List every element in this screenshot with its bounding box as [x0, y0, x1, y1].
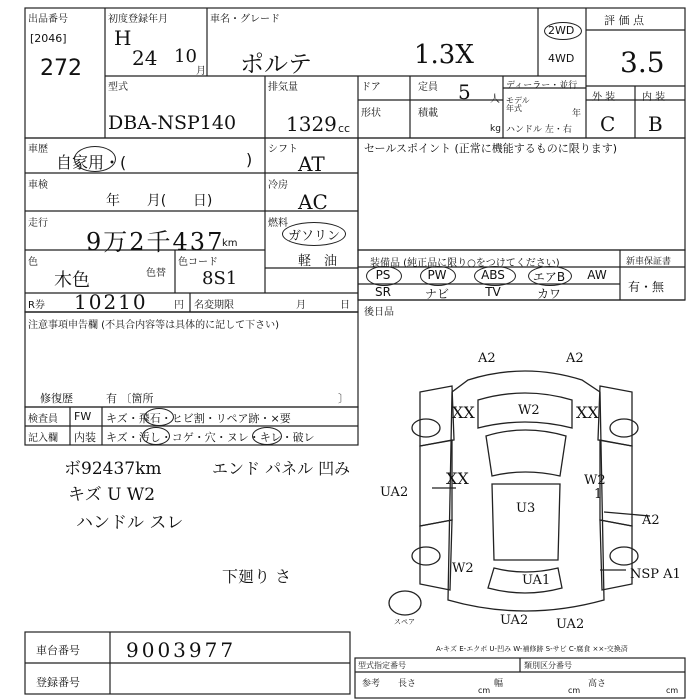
- lot-code: [2046]: [30, 32, 67, 45]
- equip-pw: PW: [427, 268, 447, 282]
- mark-hood-left: A2: [478, 351, 496, 366]
- inspector-row1: キズ・飛石・ヒビ割・リペア跡・×要: [106, 412, 291, 425]
- length-label: 長さ: [398, 679, 417, 689]
- mark-hood-right: A2: [566, 351, 584, 366]
- right-rear-door: [600, 520, 632, 590]
- cc-unit: cc: [338, 122, 351, 135]
- color-label: 色: [28, 257, 38, 268]
- reg-month-unit: 月: [196, 66, 206, 77]
- sales-point-label: セールスポイント (正常に機能するものに限ります): [364, 142, 618, 155]
- car-name: ポルテ: [240, 50, 312, 78]
- name-limit-label: 名変期限: [194, 300, 234, 311]
- spare-label: スペア: [394, 618, 415, 626]
- chassis-label: 車台番号: [36, 644, 80, 657]
- right-rear-wheel: [610, 547, 638, 565]
- handle-label: ハンドル 左・右: [506, 125, 572, 135]
- score-label: 評 価 点: [604, 14, 644, 27]
- damage-legend: A-キズ E-エクボ U-凹み W-補修跡 S-サビ C-腐食 ××-交換済: [436, 645, 628, 653]
- usage-value: 自家用・(: [56, 153, 127, 172]
- fuel-gasoline: ガソリン: [288, 229, 341, 244]
- note-line-2: キズ U W2: [68, 485, 156, 505]
- left-rear-wheel: [412, 547, 440, 565]
- notes-label: 注意事項申告欄 (不具合内容等は具体的に記して下さい): [28, 320, 279, 331]
- door-label: ドア: [361, 82, 381, 93]
- registration-label: 登録番号: [36, 676, 80, 689]
- recycle-value: 10210: [74, 290, 148, 314]
- km-unit: km: [222, 238, 238, 249]
- dealer-label: ディーラー・並行: [506, 81, 578, 91]
- shift-value: AT: [298, 152, 325, 176]
- color-code-value: 8S1: [202, 268, 238, 289]
- seats-value: 5: [458, 80, 471, 104]
- interior-label: 内 装: [642, 92, 666, 103]
- equip-tv: TV: [485, 285, 501, 299]
- roof-panel: [492, 484, 560, 560]
- later-items-label: 後日品: [364, 307, 394, 318]
- left-rear-door: [420, 520, 452, 590]
- car-name-label: 車名・グレード: [210, 14, 280, 25]
- color-code-label: 色コード: [178, 257, 218, 268]
- windshield: [486, 430, 566, 476]
- mark-trunk: UA1: [522, 573, 551, 588]
- load-label: 積載: [418, 108, 438, 119]
- shift-label: シフト: [268, 144, 298, 155]
- kg-unit: kg: [490, 124, 501, 134]
- reg-month: 10: [174, 46, 197, 67]
- recycle-label: R券: [28, 300, 45, 311]
- ref-label-1: 参考: [362, 679, 381, 689]
- mileage-label: 走行: [28, 218, 48, 229]
- inspector-title-2: 記入欄: [28, 433, 58, 444]
- right-front-wheel: [610, 419, 638, 437]
- inspector-title-1: 検査員: [28, 414, 58, 425]
- height-unit: cm: [666, 686, 679, 695]
- exterior-grade: C: [600, 112, 616, 136]
- mark-rear-left: UA2: [500, 613, 529, 628]
- model-value: DBA-NSP140: [108, 112, 237, 134]
- height-label: 高さ: [588, 679, 607, 689]
- repair-value: 有 〔箇所: [106, 392, 154, 405]
- repair-label: 修復歴: [40, 392, 73, 405]
- equip-abs: ABS: [481, 268, 505, 282]
- model-label: 型式: [108, 82, 128, 93]
- displacement-label: 排気量: [268, 82, 298, 93]
- ac-value: AC: [298, 190, 328, 214]
- width-unit: cm: [568, 686, 581, 695]
- seats-label: 定員: [418, 82, 438, 93]
- mark-left-rear: W2: [452, 561, 474, 576]
- lot-label: 出品番号: [28, 14, 68, 25]
- displacement-value: 1329: [286, 112, 337, 136]
- mark-roof: U3: [516, 501, 536, 516]
- lot-number: 272: [40, 56, 82, 81]
- drive-2wd: 2WD: [548, 24, 575, 37]
- mark-right-fender: XX: [576, 403, 599, 422]
- equip-sr: SR: [375, 285, 391, 299]
- inspector-row1-key: FW: [74, 410, 92, 423]
- drive-4wd: 4WD: [548, 52, 575, 65]
- ac-label: 冷房: [268, 180, 288, 191]
- equip-navi: ナビ: [424, 287, 449, 301]
- exterior-label: 外 装: [592, 92, 616, 103]
- year-unit: 年: [572, 109, 582, 119]
- inspection-value: 年 月( 日): [106, 193, 213, 209]
- equip-ps: PS: [375, 268, 391, 282]
- equip-aw: AW: [587, 268, 607, 282]
- mark-left-door: XX: [446, 469, 469, 488]
- usage-close: ): [246, 150, 253, 169]
- mark-right-quarter: NSP A1: [630, 567, 681, 582]
- warranty-label: 新車保証書: [626, 257, 672, 267]
- mark-left-fender: XX: [452, 403, 475, 422]
- mark-rear-right: UA2: [556, 617, 585, 632]
- mark-right-rear: A2: [642, 513, 660, 528]
- equip-airbag: エアB: [532, 270, 566, 284]
- equipment-label: 装備品 (純正品に限り○をつけてください): [370, 258, 560, 269]
- warranty-value: 有・無: [628, 280, 665, 294]
- inspection-label: 車検: [28, 180, 48, 191]
- left-front-wheel: [412, 419, 440, 437]
- seats-unit: 人: [490, 94, 500, 105]
- width-label: 幅: [494, 679, 504, 689]
- car-grade: 1.3X: [414, 40, 474, 70]
- spec-number-label: 型式指定番号: [358, 661, 406, 670]
- fuel-label: 燃料: [268, 218, 288, 229]
- inspector-row2: キズ・汚し・コゲ・穴・ヌレ・キレ・破レ: [106, 431, 315, 444]
- note-line-1: ボ92437km: [64, 459, 162, 479]
- mark-right-door-2: 1: [594, 487, 603, 502]
- mark-right-door: W2: [584, 473, 606, 488]
- equip-leather: カワ: [536, 287, 561, 301]
- interior-grade: B: [648, 112, 663, 136]
- length-unit: cm: [478, 686, 491, 695]
- mileage-value: 9万2千437: [86, 228, 225, 256]
- shape-label: 形状: [361, 108, 381, 119]
- model-year-label: モデル 年式: [506, 96, 530, 113]
- mark-left-side: UA2: [380, 485, 409, 500]
- class-number-label: 類別区分番号: [524, 661, 572, 670]
- usage-label: 車歴: [28, 144, 48, 155]
- note-line-4: エンド パネル 凹み: [212, 459, 351, 478]
- note-line-3: ハンドル スレ: [76, 513, 184, 533]
- limit-day: 日: [340, 300, 350, 311]
- repair-close: 〕: [338, 392, 349, 405]
- reg-year: 24: [132, 46, 158, 70]
- chassis-value: 9003977: [126, 638, 237, 662]
- color-value: 木色: [54, 270, 90, 291]
- reg-date-label: 初度登録年月: [108, 14, 168, 25]
- inspector-row2-key: 内装: [74, 431, 96, 444]
- note-line-5: 下廻り さ: [222, 567, 292, 586]
- spare-wheel: [389, 591, 421, 615]
- color-change-label: 色替: [146, 268, 166, 279]
- score-value: 3.5: [620, 46, 665, 79]
- mark-hood: W2: [518, 403, 540, 418]
- yen-unit: 円: [174, 300, 184, 311]
- fuel-diesel: 軽 油: [298, 254, 338, 269]
- limit-month: 月: [296, 300, 306, 311]
- reg-era: H: [114, 26, 132, 50]
